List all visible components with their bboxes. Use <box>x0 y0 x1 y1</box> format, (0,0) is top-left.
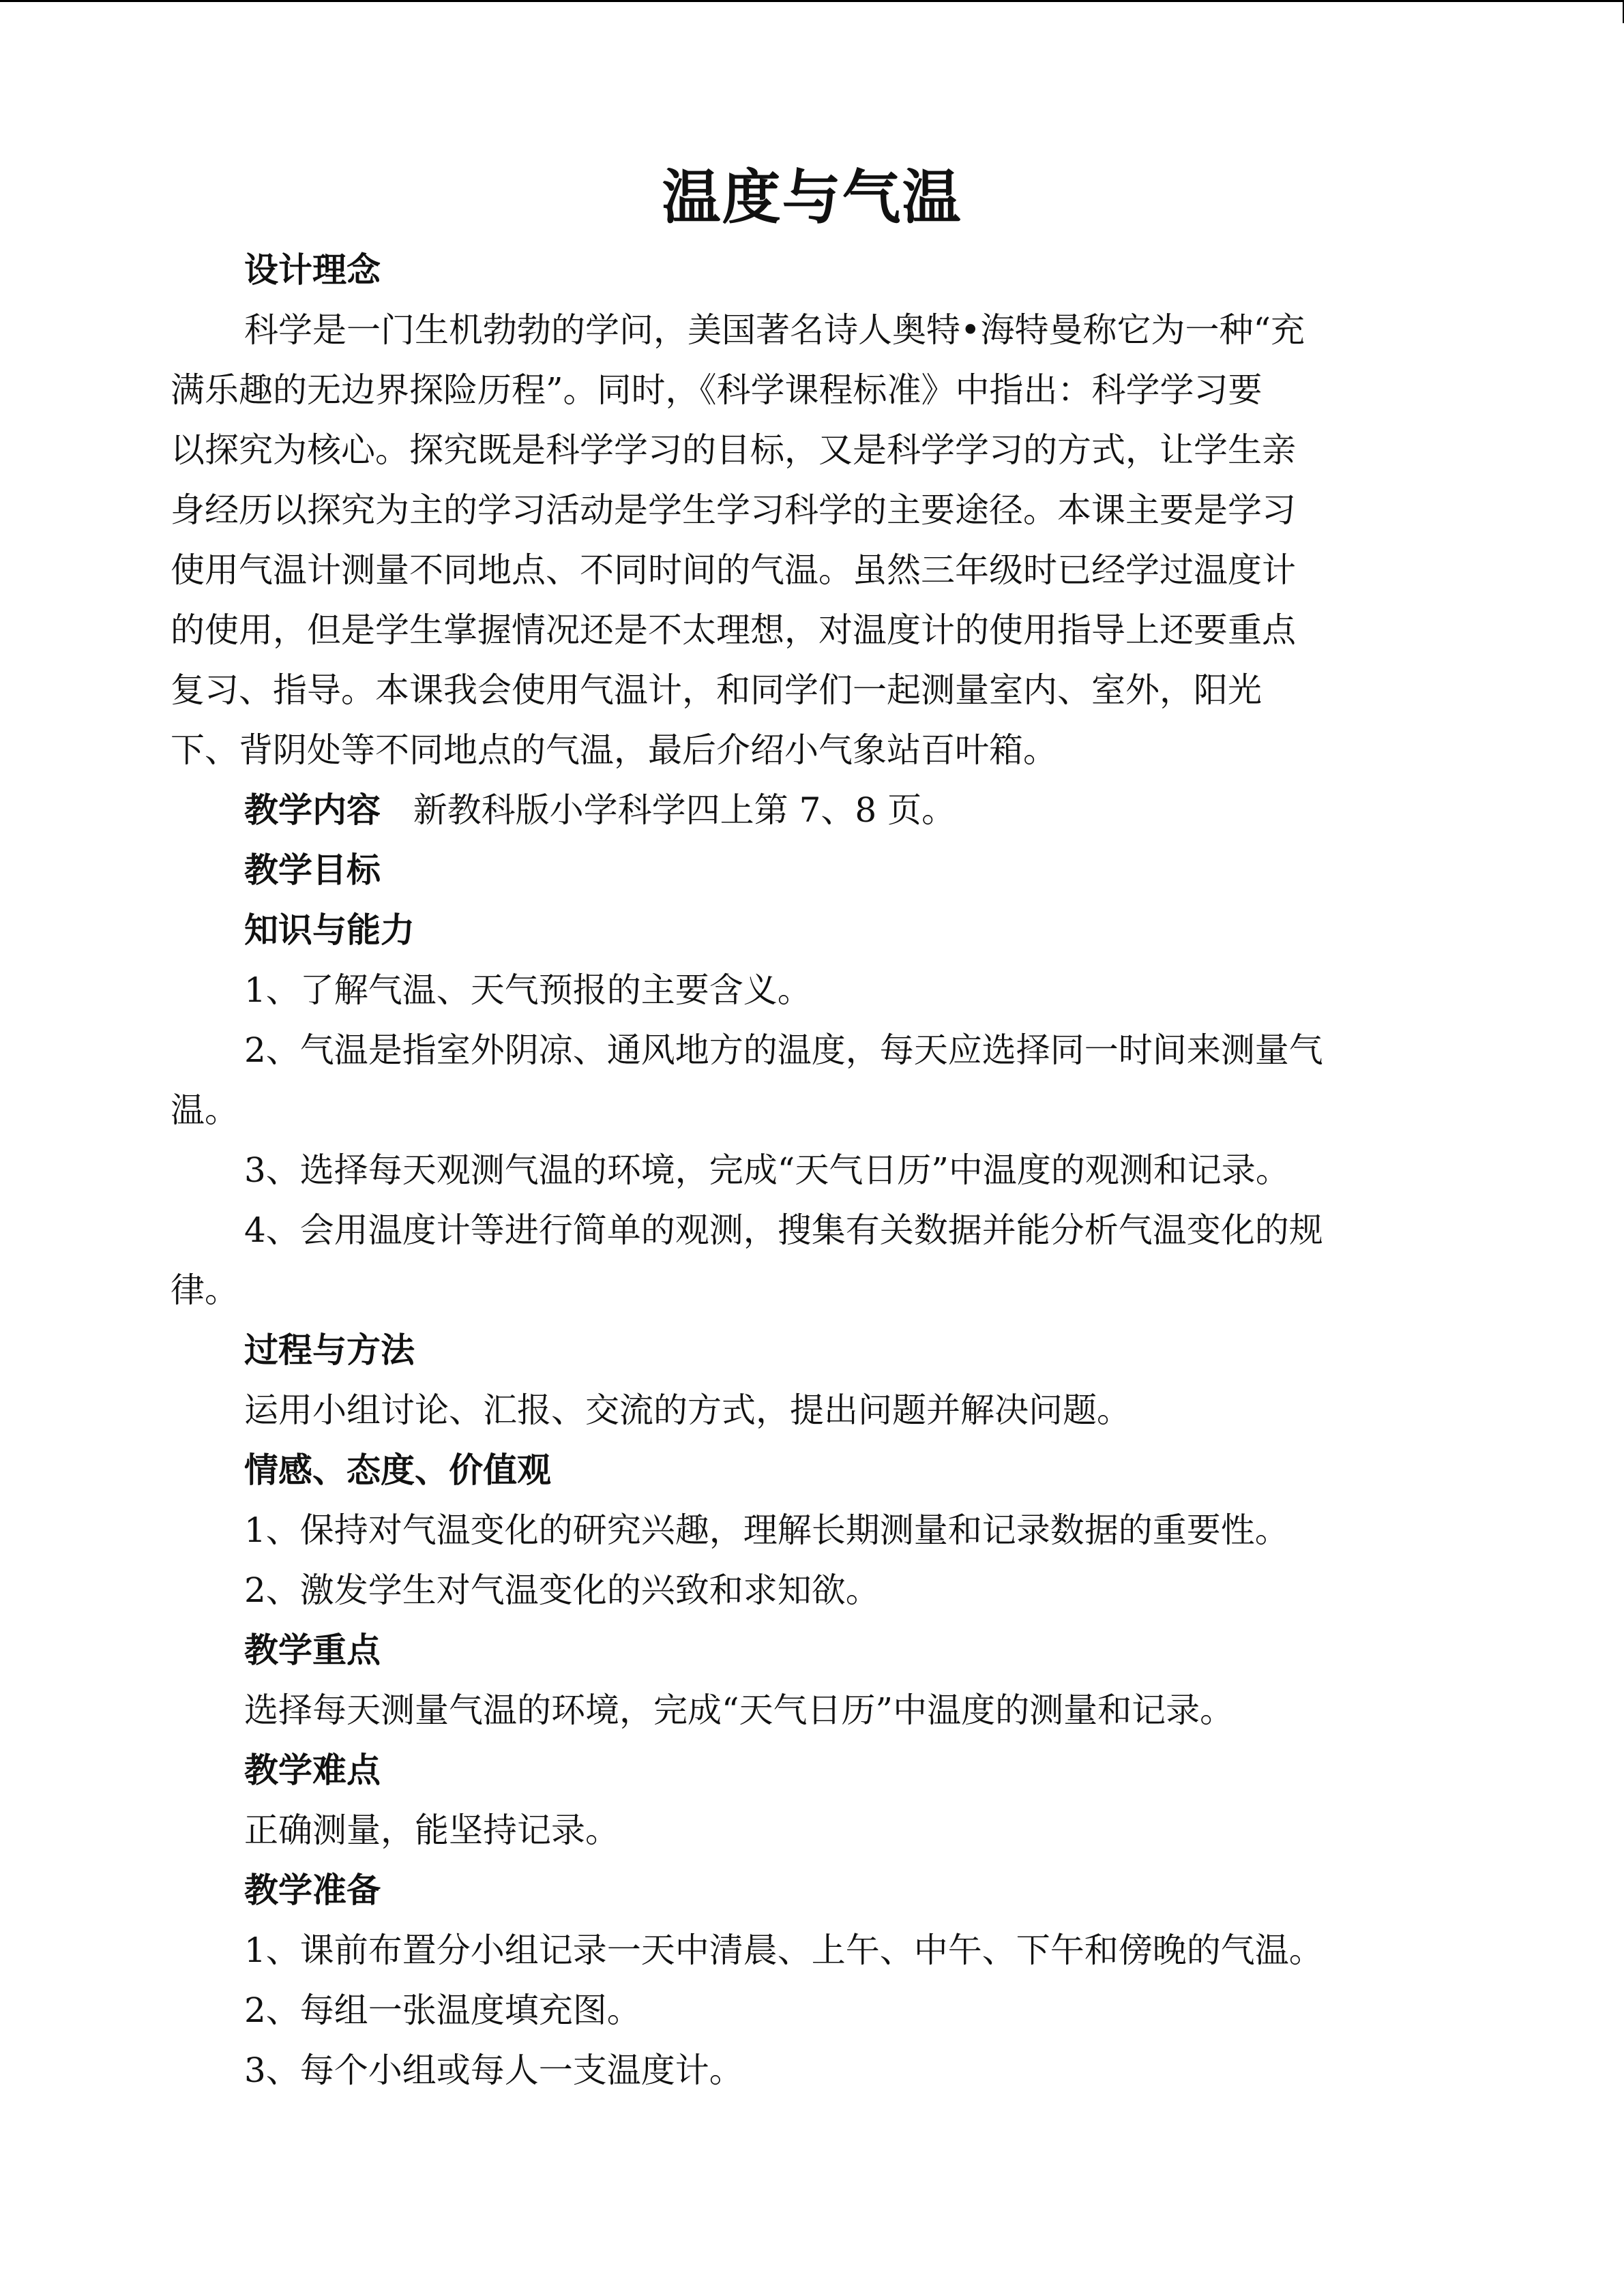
knowledge-item: 4、会用温度计等进行简单的观测，搜集有关数据并能分析气温变化的规 <box>244 1210 1323 1250</box>
emotion-item: 1、保持对气温变化的研究兴趣，理解长期测量和记录数据的重要性。 <box>244 1510 1289 1550</box>
paragraph-line: 身经历以探究为主的学习活动是学生学习科学的主要途径。本课主要是学习 <box>171 490 1296 530</box>
section-heading-goals: 教学目标 <box>244 850 381 890</box>
paragraph-line: 使用气温计测量不同地点、不同时间的气温。虽然三年级时已经学过温度计 <box>171 550 1296 590</box>
difficulty-text: 正确测量，能坚持记录。 <box>244 1810 619 1850</box>
knowledge-item: 2、气温是指室外阴凉、通风地方的温度，每天应选择同一时间来测量气 <box>244 1030 1323 1070</box>
section-heading-content: 教学内容 <box>244 790 381 830</box>
paragraph-line: 下、背阴处等不同地点的气温，最后介绍小气象站百叶箱。 <box>171 730 1057 770</box>
prep-item: 1、课前布置分小组记录一天中清晨、上午、中午、下午和傍晚的气温。 <box>244 1930 1323 1970</box>
paragraph-line: 科学是一门生机勃勃的学问，美国著名诗人奥特•海特曼称它为一种“充 <box>244 310 1305 350</box>
knowledge-item: 3、选择每天观测气温的环境，完成“天气日历”中温度的观测和记录。 <box>244 1150 1290 1190</box>
document-title: 温度与气温 <box>662 163 962 232</box>
paragraph-line: 的使用，但是学生掌握情况还是不太理想，对温度计的使用指导上还要重点 <box>171 610 1296 650</box>
paragraph-line: 以探究为核心。探究既是科学学习的目标，又是科学学习的方式，让学生亲 <box>171 430 1296 470</box>
section-heading-prep: 教学准备 <box>244 1870 381 1910</box>
prep-item: 3、每个小组或每人一支温度计。 <box>244 2051 743 2090</box>
knowledge-item-continuation: 律。 <box>171 1270 239 1310</box>
content-text: 新教科版小学科学四上第 7、8 页。 <box>413 790 956 830</box>
design-paragraph <box>171 300 1453 780</box>
subheading-process: 过程与方法 <box>244 1330 415 1370</box>
paragraph-line: 复习、指导。本课我会使用气温计，和同学们一起测量室内、室外，阳光 <box>171 670 1262 710</box>
key-text: 选择每天测量气温的环境，完成“天气日历”中温度的测量和记录。 <box>244 1690 1235 1730</box>
knowledge-item-continuation: 温。 <box>171 1090 239 1130</box>
section-heading-difficulty: 教学难点 <box>244 1750 381 1790</box>
emotion-item: 2、激发学生对气温变化的兴致和求知欲。 <box>244 1570 880 1610</box>
subheading-knowledge: 知识与能力 <box>244 910 415 950</box>
section-heading-design: 设计理念 <box>244 250 381 290</box>
paragraph-line: 满乐趣的无边界探险历程”。同时，《科学课程标准》中指出：科学学习要 <box>171 370 1263 410</box>
knowledge-item: 1、了解气温、天气预报的主要含义。 <box>244 970 812 1010</box>
process-text: 运用小组讨论、汇报、交流的方式，提出问题并解决问题。 <box>244 1390 1131 1430</box>
document-body <box>171 240 1453 2100</box>
prep-item: 2、每组一张温度填充图。 <box>244 1991 641 2030</box>
top-border-line <box>0 0 1624 2</box>
section-heading-key: 教学重点 <box>244 1630 381 1670</box>
content-line <box>171 780 1453 840</box>
subheading-emotion: 情感、态度、价值观 <box>244 1450 551 1490</box>
